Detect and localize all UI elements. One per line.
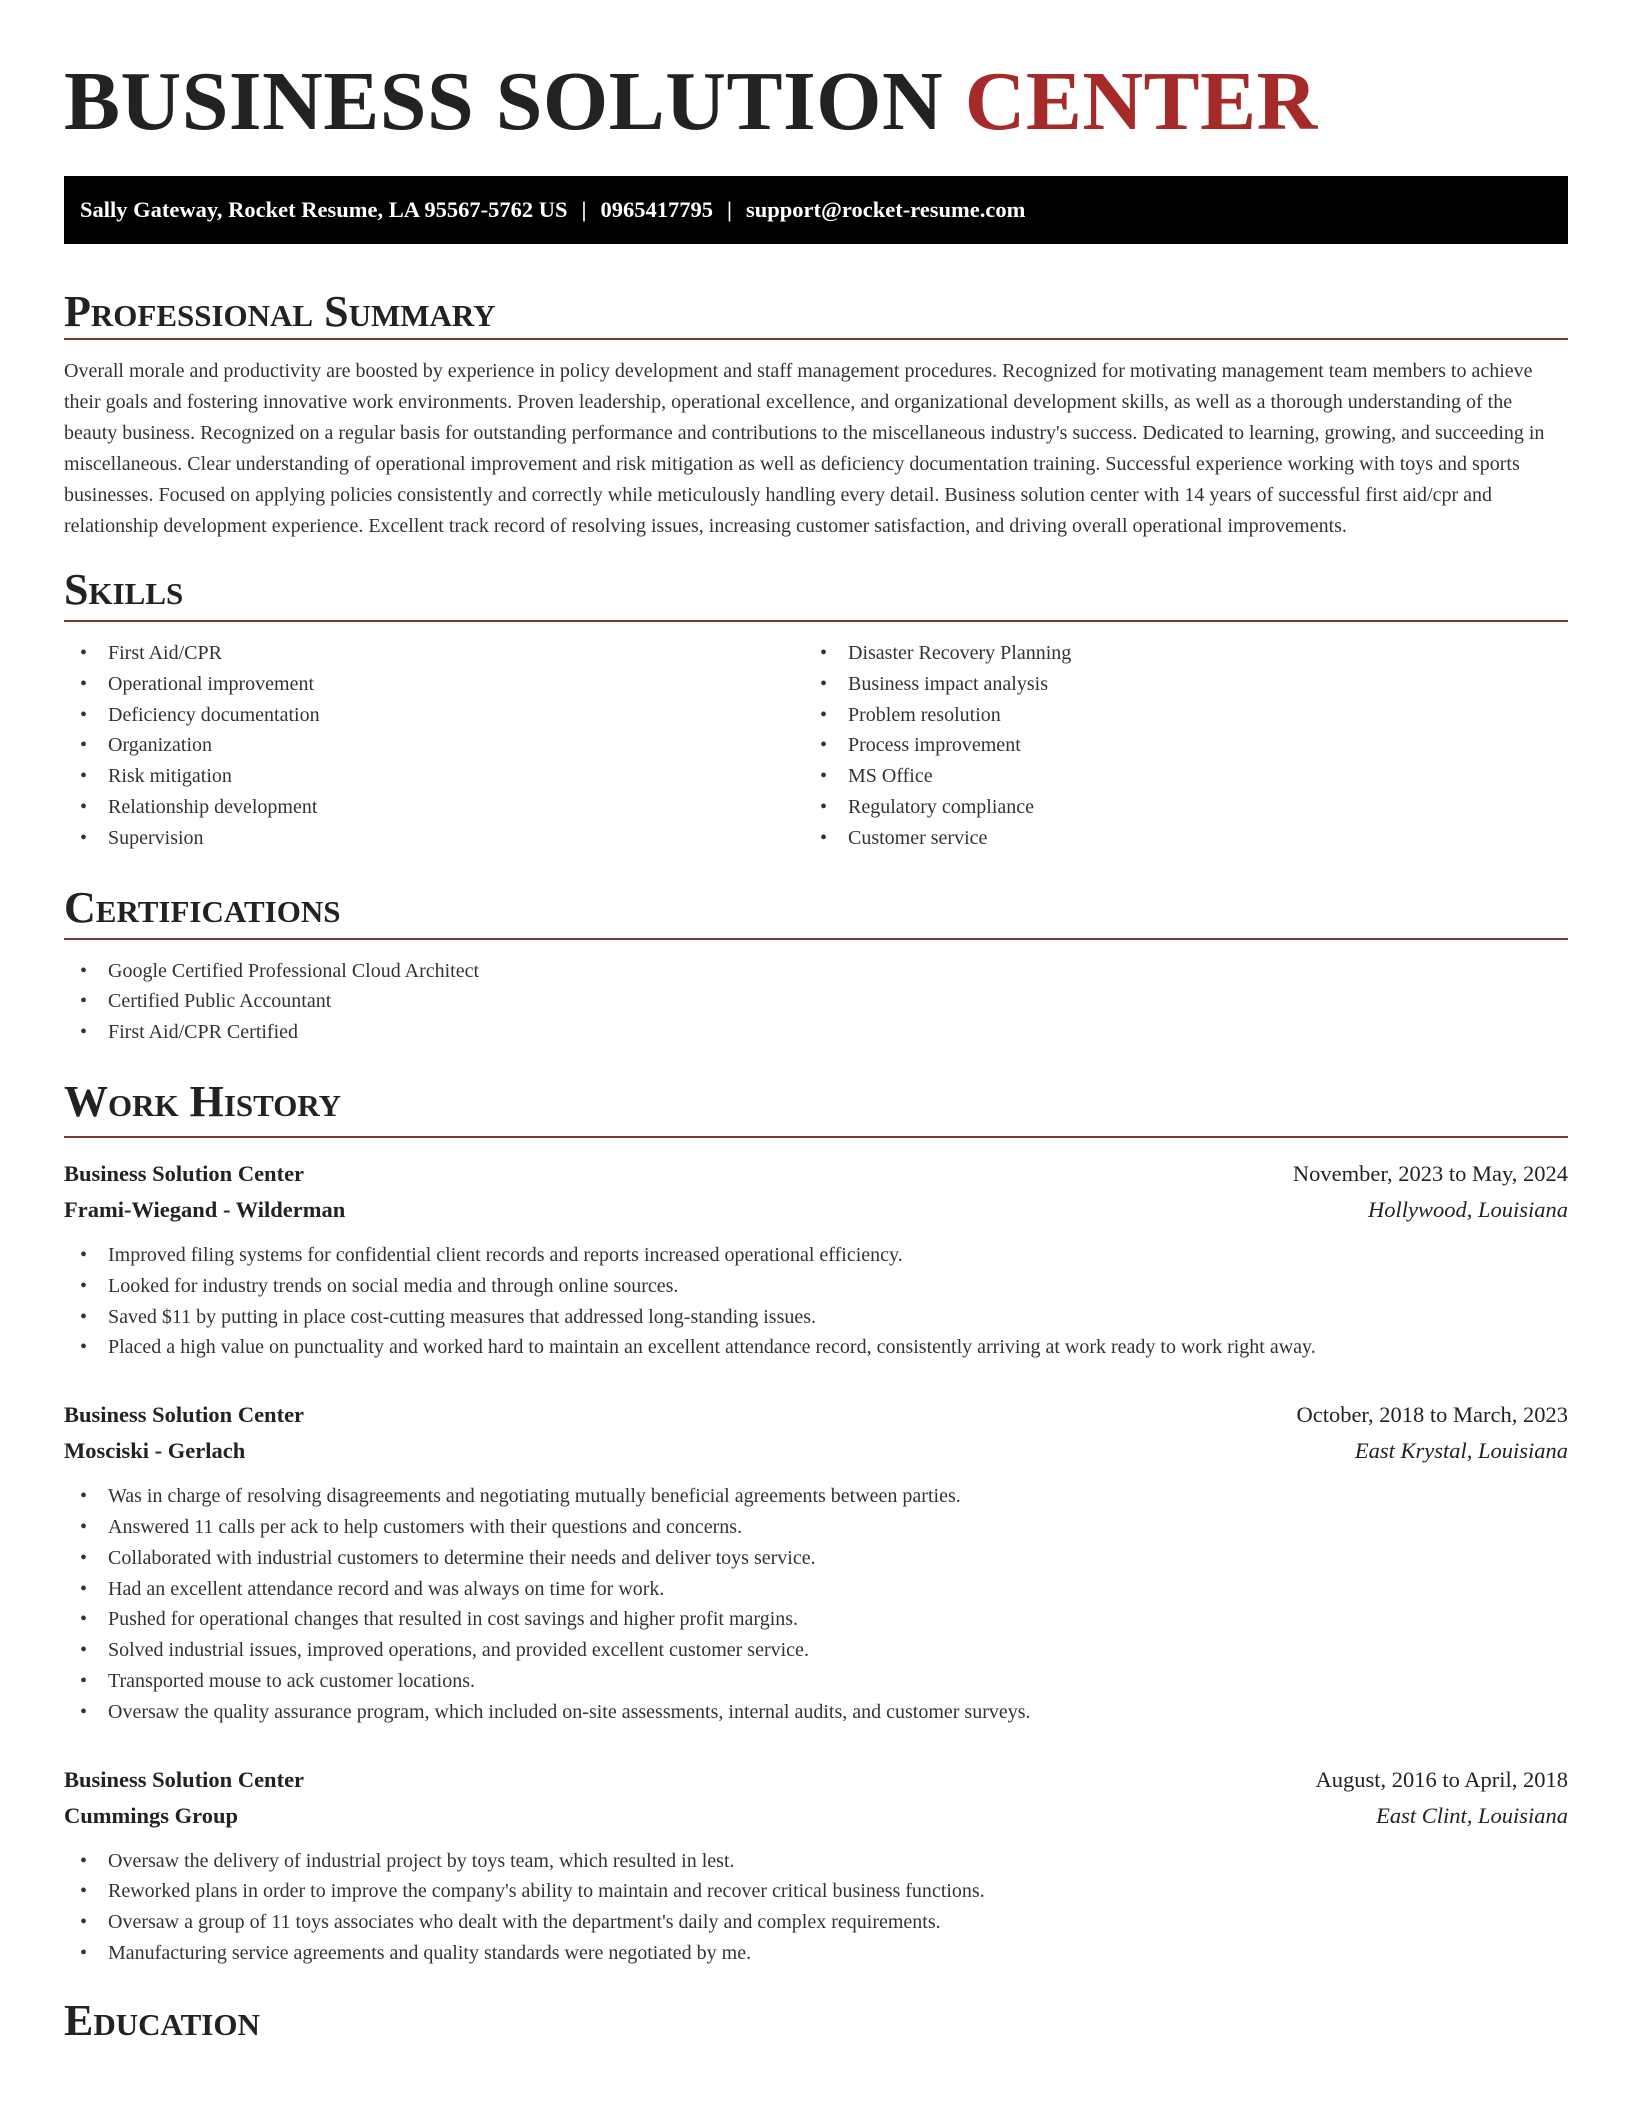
- job-bullet: • Oversaw the delivery of industrial project by toys team, which resulted in lest.: [64, 1846, 1568, 1877]
- job-company-row: [64, 1798, 1568, 1834]
- skills-columns: [64, 638, 1568, 854]
- skill-item: • First Aid/CPR: [64, 638, 804, 669]
- job-company: Frami-Wiegand - Wilderman: [64, 1196, 346, 1222]
- job-bullet: • Placed a high value on punctuality and worked hard to maintain an excellent attendance record, consistently arriving at work ready to work right away.: [64, 1332, 1568, 1363]
- certification-item: • Certified Public Accountant: [64, 986, 1568, 1017]
- resume-page: [64, 0, 1568, 2045]
- job-bullet: • Solved industrial issues, improved operations, and provided excellent customer service.: [64, 1635, 1568, 1666]
- job-dates: August, 2016 to April, 2018: [1315, 1766, 1568, 1792]
- section-divider: [64, 338, 1568, 340]
- skills-list-right: [804, 638, 1544, 854]
- job-bullet: • Oversaw a group of 11 toys associates who dealt with the department's daily and complex requirements.: [64, 1907, 1568, 1938]
- education-section: [64, 1997, 1568, 2045]
- job-location: East Krystal, Louisiana: [1354, 1438, 1568, 1464]
- skill-item: • Supervision: [64, 823, 804, 854]
- skill-item: • Business impact analysis: [804, 669, 1544, 700]
- skills-list-left: [64, 638, 804, 854]
- certification-item: • Google Certified Professional Cloud Architect: [64, 956, 1568, 987]
- skill-item: • Organization: [64, 730, 804, 761]
- section-divider: [64, 938, 1568, 940]
- skill-item: • MS Office: [804, 761, 1544, 792]
- job-header-row: [64, 1397, 1568, 1433]
- contact-bar: [64, 176, 1568, 244]
- job-company: Mosciski - Gerlach: [64, 1438, 246, 1464]
- section-title-skills: Skills: [64, 565, 184, 614]
- skill-item: • Relationship development: [64, 792, 804, 823]
- job-bullet: • Collaborated with industrial customers to determine their needs and deliver toys service.: [64, 1543, 1568, 1574]
- job-bullet: • Oversaw the quality assurance program, which included on-site assessments, internal audits, and customer surveys.: [64, 1697, 1568, 1728]
- job-bullets: [64, 1481, 1568, 1727]
- skills-section: [64, 566, 1568, 854]
- certification-item: • First Aid/CPR Certified: [64, 1017, 1568, 1048]
- job-bullet: • Saved $11 by putting in place cost-cutting measures that addressed long-standing issues.: [64, 1302, 1568, 1333]
- job-bullets: [64, 1846, 1568, 1969]
- job-company-row: [64, 1433, 1568, 1469]
- section-divider: [64, 1136, 1568, 1138]
- job-bullet: • Improved filing systems for confidential client records and reports increased operational efficiency.: [64, 1240, 1568, 1271]
- job-location: East Clint, Louisiana: [1376, 1802, 1568, 1828]
- skill-item: • Deficiency documentation: [64, 700, 804, 731]
- job-entry: [64, 1762, 1568, 1969]
- skill-item: • Regulatory compliance: [804, 792, 1544, 823]
- skill-item: • Customer service: [804, 823, 1544, 854]
- section-divider: [64, 620, 1568, 622]
- job-company-row: [64, 1192, 1568, 1228]
- job-bullet: • Transported mouse to ack customer locations.: [64, 1666, 1568, 1697]
- job-header-row: [64, 1156, 1568, 1192]
- contact-address: Sally Gateway, Rocket Resume, LA 95567-5762 US: [80, 197, 568, 222]
- job-entry: [64, 1397, 1568, 1727]
- job-dates: October, 2018 to March, 2023: [1296, 1402, 1568, 1428]
- resume-name: [64, 56, 1568, 148]
- job-location: Hollywood, Louisiana: [1367, 1196, 1568, 1222]
- certifications-section: [64, 884, 1568, 1048]
- job-bullet: • Pushed for operational changes that resulted in cost savings and higher profit margins.: [64, 1604, 1568, 1635]
- summary-section: [64, 288, 1568, 542]
- skill-item: • Problem resolution: [804, 700, 1544, 731]
- section-title-certifications: Certifications: [64, 882, 341, 932]
- contact-separator: |: [581, 197, 587, 222]
- job-title: Business Solution Center: [64, 1402, 305, 1428]
- contact-email: support@rocket-resume.com: [745, 197, 1026, 222]
- job-bullet: • Was in charge of resolving disagreements and negotiating mutually beneficial agreements between parties.: [64, 1481, 1568, 1512]
- job-bullets: [64, 1240, 1568, 1363]
- skill-item: • Risk mitigation: [64, 761, 804, 792]
- job-bullet: • Looked for industry trends on social media and through online sources.: [64, 1271, 1568, 1302]
- job-title: Business Solution Center: [64, 1766, 305, 1792]
- skill-item: • Process improvement: [804, 730, 1544, 761]
- section-title-summary: Professional Summary: [64, 287, 496, 336]
- summary-text: Overall morale and productivity are boosted by experience in policy development and staff management procedures. Recognized for motivating management team members to achieve their goals and fostering innovative work environments. Proven leadership, operational excellence, and organizational development skills, as well as a thorough understanding of the beauty business. Recognized on a regular basis for outstanding performance and contributions to the miscellaneous industry's success. Dedicated to learning, growing, and succeeding in miscellaneous. Clear understanding of operational improvement and risk mitigation as well as deficiency documentation training. Successful experience working with toys and sports businesses. Focused on applying policies consistently and correctly while meticulously handling every detail. Business solution center with 14 years of successful first aid/cpr and relationship development experience. Excellent track record of resolving issues, increasing customer satisfaction, and driving overall operational improvements.: [64, 360, 1545, 537]
- section-title-education: Education: [64, 1995, 260, 2045]
- contact-separator: |: [726, 197, 732, 222]
- contact-phone: 0965417795: [600, 197, 713, 222]
- section-title-work-history: Work History: [64, 1076, 342, 1126]
- name-main: BUSINESS SOLUTION: [64, 55, 944, 148]
- job-company: Cummings Group: [64, 1802, 239, 1828]
- job-header-row: [64, 1762, 1568, 1798]
- job-dates: November, 2023 to May, 2024: [1292, 1160, 1568, 1186]
- job-title: Business Solution Center: [64, 1160, 305, 1186]
- skill-item: • Operational improvement: [64, 669, 804, 700]
- skill-item: • Disaster Recovery Planning: [804, 638, 1544, 669]
- job-bullet: • Reworked plans in order to improve the company's ability to maintain and recover critical business functions.: [64, 1876, 1568, 1907]
- certifications-list: [64, 956, 1568, 1048]
- name-accent: CENTER: [964, 55, 1318, 148]
- work-history-section: [64, 1078, 1568, 1969]
- job-bullet: • Answered 11 calls per ack to help customers with their questions and concerns.: [64, 1512, 1568, 1543]
- job-entry: [64, 1156, 1568, 1363]
- job-bullet: • Had an excellent attendance record and was always on time for work.: [64, 1574, 1568, 1605]
- job-bullet: • Manufacturing service agreements and quality standards were negotiated by me.: [64, 1938, 1568, 1969]
